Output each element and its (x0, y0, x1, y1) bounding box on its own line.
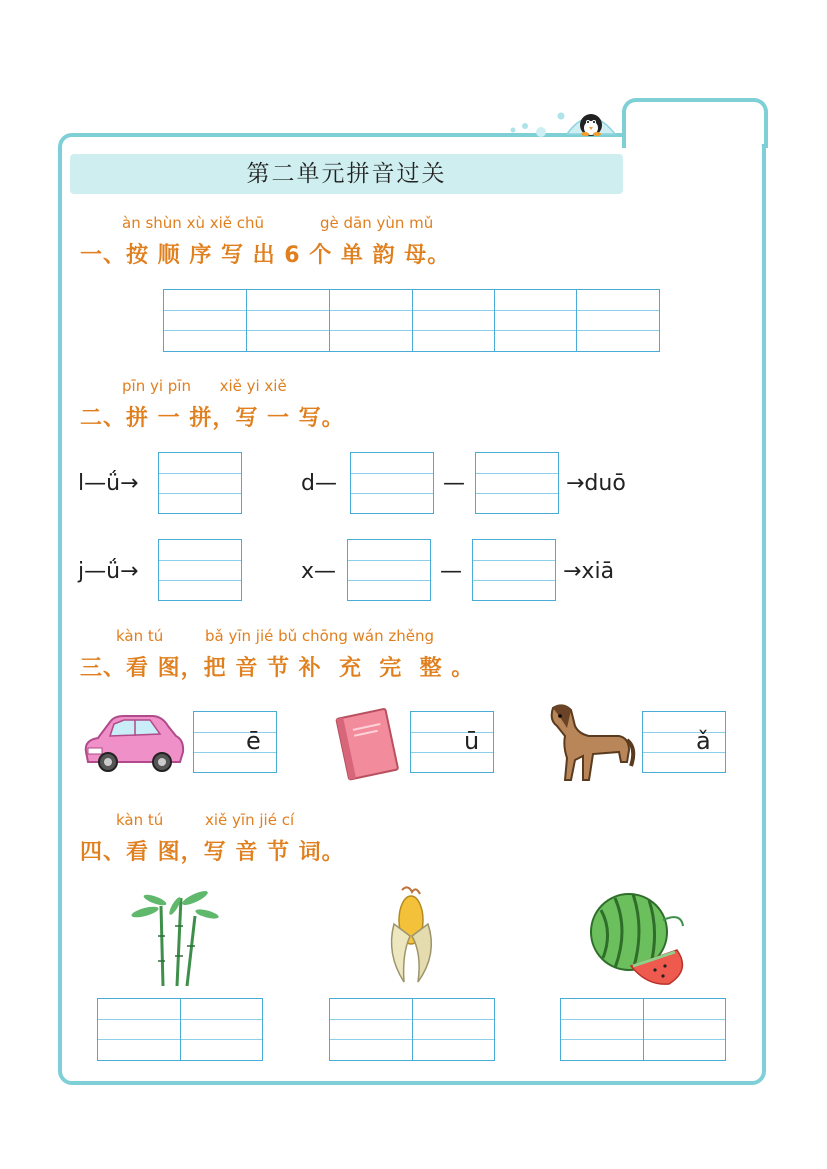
section2-pinyin: pīn yi pīn xiě yi xiě (122, 377, 287, 395)
writing-grid-vowels[interactable] (163, 289, 660, 352)
tone-box-book[interactable] (410, 711, 494, 773)
tone-box-car[interactable] (193, 711, 277, 773)
page-title: 第二单元拼音过关 (246, 161, 447, 187)
answer-box-6[interactable] (472, 539, 556, 601)
row2-mid-syllable: x— (301, 559, 337, 584)
section4-pinyin-a: kàn tú (116, 811, 164, 829)
tone-letter-horse: ǎ (696, 727, 711, 755)
bamboo-illustration-icon (125, 886, 220, 992)
car-illustration-icon (80, 712, 186, 774)
row1-mid-syllable: d— (301, 471, 337, 496)
answer-box-2[interactable] (350, 452, 434, 514)
word-box-bamboo[interactable] (97, 998, 263, 1061)
row1-result: →duō (566, 471, 626, 496)
word-box-corn[interactable] (329, 998, 495, 1061)
row1-left-syllable: l—ǘ→ (78, 471, 139, 496)
tone-box-horse[interactable] (642, 711, 726, 773)
section1-heading: 一、按 顺 序 写 出 6 个 单 韵 母。 (80, 243, 451, 268)
watermelon-illustration-icon (585, 890, 695, 990)
section2-heading: 二、拼 一 拼，写 一 写。 (80, 406, 345, 431)
section3-pinyin-a: kàn tú (116, 627, 164, 645)
row2-left-syllable: j—ǘ→ (78, 559, 139, 584)
section4-pinyin-b: xiě yīn jié cí (205, 811, 295, 829)
tone-letter-book: ū (464, 727, 480, 755)
book-illustration-icon (330, 705, 406, 781)
answer-box-1[interactable] (158, 452, 242, 514)
tab-join (626, 128, 764, 144)
section1-pinyin-b: gè dān yùn mǔ (320, 214, 434, 232)
section1-pinyin-a: àn shùn xù xiě chū (122, 214, 265, 232)
answer-box-4[interactable] (158, 539, 242, 601)
section3-heading: 三、看 图，把 音 节 补 充 完 整 。 (80, 656, 475, 681)
tone-letter-car: ē (246, 727, 261, 755)
section4-heading: 四、看 图，写 音 节 词。 (80, 840, 345, 865)
answer-box-3[interactable] (475, 452, 559, 514)
section3-pinyin-b: bǎ yīn jié bǔ chōng wán zhěng (205, 627, 435, 645)
row2-result: →xiā (563, 559, 615, 584)
row1-dash: — (443, 471, 465, 496)
row2-dash: — (440, 559, 462, 584)
horse-illustration-icon (545, 700, 637, 786)
answer-box-5[interactable] (347, 539, 431, 601)
penguin-mascot-icon (505, 100, 625, 142)
corn-illustration-icon (380, 884, 442, 990)
word-box-watermelon[interactable] (560, 998, 726, 1061)
